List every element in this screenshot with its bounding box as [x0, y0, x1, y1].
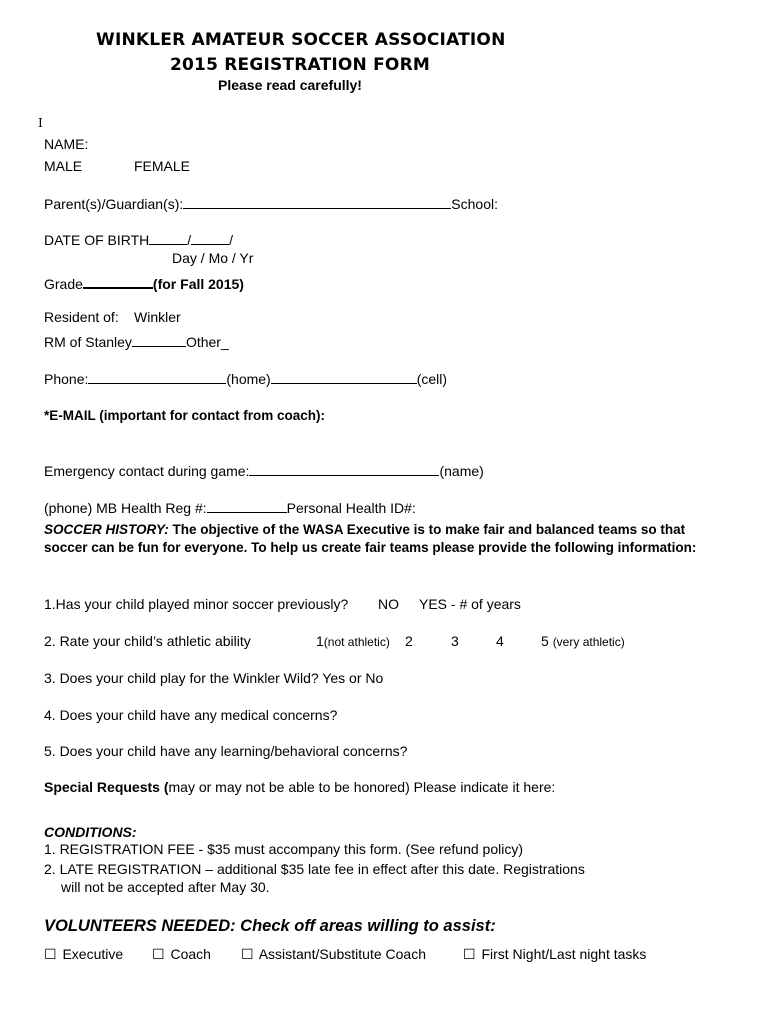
- guardian-line: [183, 194, 451, 209]
- emergency-label: Emergency contact during game:: [44, 463, 250, 479]
- volunteer-executive[interactable]: [44, 946, 123, 963]
- history-paragraph: [44, 521, 724, 557]
- volunteer-first-last-night[interactable]: [463, 946, 646, 963]
- school-label: School:: [451, 196, 498, 212]
- org-title: WINKLER AMATEUR SOCCER ASSOCIATION: [96, 30, 506, 50]
- guardian-row: [44, 194, 498, 212]
- special-requests: [44, 779, 555, 795]
- emergency-line: [249, 461, 439, 476]
- volunteer-assistant-coach-label: Assistant/Substitute Coach: [258, 946, 426, 962]
- q2-1-value: 1: [316, 633, 324, 649]
- dob-hint: Day / Mo / Yr: [172, 250, 254, 266]
- q2-rating-2: 2: [405, 633, 413, 649]
- dob-label: DATE OF BIRTH: [44, 232, 150, 248]
- phone-row: [44, 369, 447, 387]
- q2-1-note: (not athletic): [323, 635, 390, 649]
- home-label: (home): [226, 371, 271, 387]
- checkbox-icon[interactable]: ☐: [44, 946, 57, 962]
- q1-no: NO: [378, 596, 399, 612]
- volunteer-first-last-night-label: First Night/Last night tasks: [481, 946, 647, 962]
- history-heading: SOCCER HISTORY:: [44, 522, 169, 537]
- q4-text: 4. Does your child have any medical concerns?: [44, 707, 338, 723]
- dob-slash-2: /: [229, 232, 234, 248]
- cell-label: (cell): [416, 371, 448, 387]
- resident-label: Resident of:: [44, 309, 119, 325]
- checkbox-icon[interactable]: ☐: [463, 946, 476, 962]
- grade-line: [83, 273, 153, 289]
- personal-id-label: Personal Health ID#:: [286, 500, 416, 516]
- health-row: [44, 498, 416, 516]
- q1-text: 1.Has your child played minor soccer previously?: [44, 596, 349, 612]
- rm-label: RM of Stanley: [44, 334, 132, 350]
- q2-rating-4: 4: [496, 633, 504, 649]
- condition-1: 1. REGISTRATION FEE - $35 must accompany this form. (See refund policy): [44, 841, 524, 857]
- q2-text: 2. Rate your child’s athletic ability: [44, 633, 251, 649]
- dob-slash-1: /: [187, 232, 192, 248]
- checkbox-icon[interactable]: ☐: [241, 946, 254, 962]
- volunteer-assistant-coach[interactable]: [241, 946, 426, 963]
- conditions-heading: CONDITIONS:: [44, 824, 137, 840]
- q5-text: 5. Does your child have any learning/behavioral concerns?: [44, 743, 408, 759]
- checkbox-icon[interactable]: ☐: [152, 946, 165, 962]
- rm-row: [44, 332, 229, 350]
- stray-mark: I: [38, 116, 43, 130]
- condition-2-cont: will not be accepted after May 30.: [61, 879, 270, 895]
- name-label: NAME:: [44, 136, 89, 152]
- rm-line: [132, 332, 186, 347]
- form-title: 2015 REGISTRATION FORM: [170, 55, 430, 75]
- volunteers-heading: VOLUNTEERS NEEDED: Check off areas willing to assist:: [44, 917, 496, 935]
- q3-text: 3. Does your child play for the Winkler Wild? Yes or No: [44, 670, 384, 686]
- volunteer-coach[interactable]: [152, 946, 211, 963]
- cell-phone-line: [271, 369, 417, 384]
- health-reg-line: [207, 498, 287, 513]
- emergency-row: [44, 461, 484, 479]
- grade-note: (for Fall 2015): [152, 276, 244, 292]
- guardian-label: Parent(s)/Guardian(s):: [44, 196, 184, 212]
- volunteer-executive-label: Executive: [62, 946, 124, 962]
- phone-label: Phone:: [44, 371, 89, 387]
- dob-day-line: [149, 230, 187, 245]
- grade-label: Grade: [44, 276, 83, 292]
- instruction: Please read carefully!: [218, 77, 362, 93]
- q1-yes: YES - # of years: [419, 596, 521, 612]
- special-requests-label: Special Requests (: [44, 779, 169, 795]
- q2-5-value: 5: [541, 633, 549, 649]
- female-option: FEMALE: [134, 158, 191, 174]
- q2-5-note: (very athletic): [552, 635, 625, 649]
- condition-2: 2. LATE REGISTRATION – additional $35 late fee in effect after this date. Registrations: [44, 861, 585, 877]
- other-label: Other_: [185, 334, 229, 350]
- grade-row: [44, 273, 244, 292]
- dob-month-line: [191, 230, 229, 245]
- emergency-name-label: (name): [439, 463, 484, 479]
- resident-town: Winkler: [134, 309, 181, 325]
- dob-row: [44, 230, 233, 248]
- email-label: *E-MAIL (important for contact from coach):: [44, 408, 326, 423]
- home-phone-line: [88, 369, 226, 384]
- volunteer-coach-label: Coach: [170, 946, 211, 962]
- q2-rating-1: [316, 633, 390, 649]
- health-reg-label: (phone) MB Health Reg #:: [44, 500, 207, 516]
- special-requests-text: may or may not be able to be honored) Please indicate it here:: [168, 779, 556, 795]
- q2-rating-5: [541, 633, 625, 649]
- male-option: MALE: [44, 158, 83, 174]
- history-text: The objective of the WASA Executive is to make fair and balanced teams so that soccer can be fun for everyone. To help us create fair teams please provide the following information:: [44, 522, 697, 555]
- q2-rating-3: 3: [451, 633, 459, 649]
